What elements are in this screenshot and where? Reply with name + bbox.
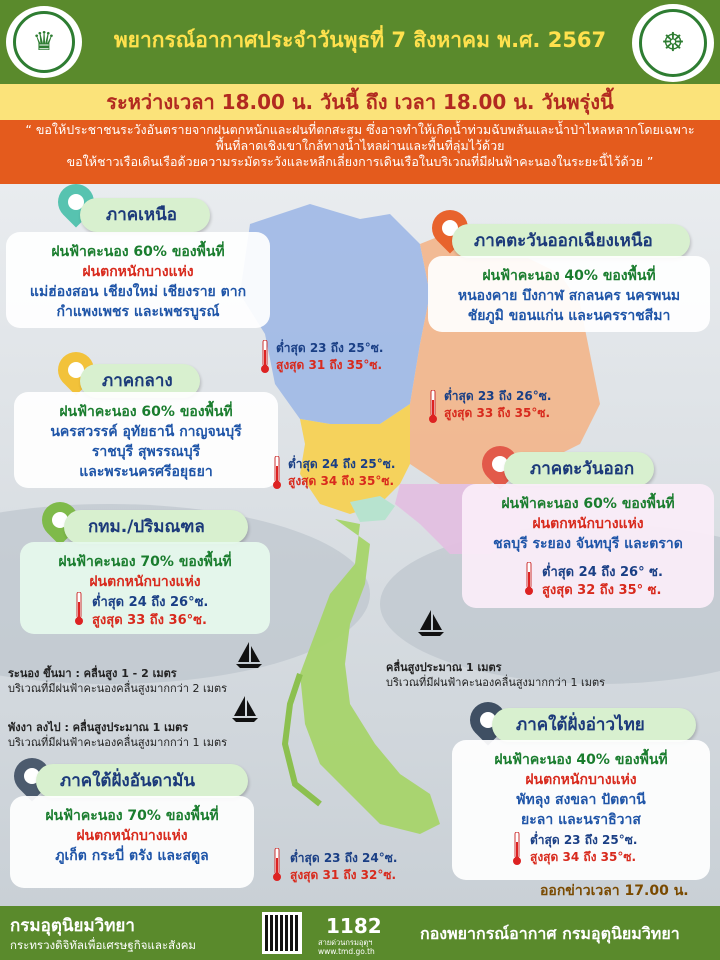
bangkok-tmin: ต่ำสุด 24 ถึง 26°ซ.: [92, 595, 209, 610]
page-title: พยากรณ์อากาศประจำวันพุธที่ 7 สิงหาคม พ.ศ. 2567: [113, 28, 607, 52]
north-rain: ฝนฟ้าคะนอง 60% ของพื้นที่: [51, 244, 225, 260]
south-andaman-label: ภาคใต้ฝั่งอันดามัน: [36, 764, 248, 798]
central-card: [14, 392, 278, 488]
east-temp: [542, 564, 663, 600]
wave-phangnga-title: พังงา ลงไป : คลื่นสูงประมาณ 1 เมตร: [8, 721, 189, 734]
bangkok-heavy: ฝนตกหนักบางแห่ง: [89, 574, 201, 590]
footer-dept: กองพยากรณ์อากาศ กรมอุตุนิยมวิทยา: [420, 924, 680, 943]
central-tmin: ต่ำสุด 24 ถึง 25°ซ.: [288, 457, 396, 471]
northeast-tmax: สูงสุด 33 ถึง 35°ซ.: [444, 406, 551, 420]
thermometer-icon: [524, 562, 534, 596]
wave-ranong-note: บริเวณที่มีฝนฟ้าคะนองคลื่นสูงมากกว่า 2 เมตร: [8, 682, 228, 695]
boat-icon: [228, 694, 262, 724]
north-label: ภาคเหนือ: [80, 198, 210, 232]
east-label: ภาคตะวันออก: [504, 452, 654, 486]
south-gulf-label: ภาคใต้ฝั่งอ่าวไทย: [492, 708, 696, 742]
tmd-logo: [632, 4, 714, 82]
east-tmax: สูงสุด 32 ถึง 35° ซ.: [542, 583, 662, 598]
garuda-emblem-icon: ♛: [13, 11, 75, 73]
east-rain: ฝนฟ้าคะนอง 60% ของพื้นที่: [501, 496, 675, 512]
central-rain: ฝนฟ้าคะนอง 60% ของพื้นที่: [59, 404, 233, 420]
ministry-logo: [6, 6, 82, 78]
east-tmin: ต่ำสุด 24 ถึง 26° ซ.: [542, 565, 663, 580]
northeast-areas-2: ชัยภูมิ ขอนแก่น และนครราชสีมา: [467, 308, 671, 324]
thermometer-icon: [428, 390, 438, 424]
northeast-areas-1: หนองคาย บึงกาฬ สกลนคร นครพนม: [457, 288, 681, 304]
northeast-label: ภาคตะวันออกเฉียงเหนือ: [452, 224, 690, 258]
north-areas-2: กำแพงเพชร และเพชรบูรณ์: [56, 304, 220, 320]
wave-phangnga: [8, 720, 227, 750]
wave-phangnga-note: บริเวณที่มีฝนฟ้าคะนองคลื่นสูงมากกว่า 1 เมตร: [8, 736, 228, 749]
boat-icon: [232, 640, 266, 670]
hotline-number: 1182: [326, 914, 382, 938]
northeast-card: [428, 256, 710, 332]
map-area: [0, 184, 720, 906]
central-tmax: สูงสุด 34 ถึง 35°ซ.: [288, 474, 395, 488]
east-areas-1: ชลบุรี ระยอง จันทบุรี และตราด: [493, 536, 683, 552]
south-gulf-areas-2: ยะลา และนราธิวาส: [521, 812, 641, 828]
issue-time: ออกข่าวเวลา 17.00 น.: [540, 883, 689, 899]
warning-line-1: “ ขอให้ประชาชนระวังอันตรายจากฝนตกหนักและฝนที่ตกสะสม ซึ่งอาจทำให้เกิดน้ำท่วมฉับพลันและน้ำป่าไหลหลากโดยเฉพาะ: [25, 122, 695, 137]
south-gulf-tmin: ต่ำสุด 23 ถึง 25°ซ.: [530, 833, 638, 847]
wave-gulf-title: คลื่นสูงประมาณ 1 เมตร: [386, 661, 502, 674]
footer-ministry: กระทรวงดิจิทัลเพื่อเศรษฐกิจและสังคม: [10, 938, 196, 952]
wave-gulf: [386, 660, 605, 690]
warning-line-3: ขอให้ชาวเรือเดินเรือด้วยความระมัดระวังและหลีกเลี่ยงการเดินเรือในบริเวณที่มีฝนฟ้าคะนองในระยะนี้ไว้ด้วย ”: [66, 154, 654, 169]
south-andaman-card: [10, 796, 254, 888]
south-gulf-tmax: สูงสุด 34 ถึง 35°ซ.: [530, 850, 637, 864]
boat-icon: [414, 608, 448, 638]
south-andaman-temp: [290, 850, 397, 884]
central-areas-1: นครสวรรค์ อุทัยธานี กาญจนบุรี: [50, 424, 242, 440]
bangkok-temp: [92, 594, 208, 630]
north-areas-1: แม่ฮ่องสอน เชียงใหม่ เชียงราย ตาก: [29, 284, 247, 300]
south-andaman-rain: ฝนฟ้าคะนอง 70% ของพื้นที่: [45, 808, 219, 824]
central-temp: [288, 456, 395, 490]
north-temp: [276, 340, 383, 374]
south-gulf-heavy: ฝนตกหนักบางแห่ง: [525, 772, 637, 788]
north-tmin: ต่ำสุด 23 ถึง 25°ซ.: [276, 341, 384, 355]
wave-ranong-title: ระนอง ขึ้นมา : คลื่นสูง 1 - 2 เมตร: [8, 667, 177, 680]
footer-org: กรมอุตุนิยมวิทยา: [10, 916, 135, 936]
east-heavy: ฝนตกหนักบางแห่ง: [532, 516, 644, 532]
wave-ranong: [8, 666, 227, 696]
north-heavy: ฝนตกหนักบางแห่ง: [82, 264, 194, 280]
bangkok-tmax: สูงสุด 33 ถึง 36°ซ.: [92, 613, 207, 628]
thermometer-icon: [260, 340, 270, 374]
north-tmax: สูงสุด 31 ถึง 35°ซ.: [276, 358, 383, 372]
footer: [0, 906, 720, 960]
central-areas-2: ราชบุรี สุพรรณบุรี: [91, 444, 201, 460]
wave-gulf-note: บริเวณที่มีฝนฟ้าคะนองคลื่นสูงมากกว่า 1 เมตร: [386, 676, 606, 689]
bangkok-label: กทม./ปริมณฑล: [64, 510, 248, 544]
forecast-period: ระหว่างเวลา 18.00 น. วันนี้ ถึง เวลา 18.00 น. วันพรุ่งนี้: [0, 84, 720, 120]
hotline-label: สายด่วนกรมอุตุฯ: [318, 938, 373, 947]
thermometer-icon: [272, 848, 282, 882]
south-gulf-areas-1: พัทลุง สงขลา ปัตตานี: [516, 792, 646, 808]
thermometer-icon: [74, 592, 84, 626]
warning-line-2: พื้นที่ลาดเชิงเขาใกล้ทางน้ำไหลผ่านและพื้นที่ลุ่มไว้ด้วย: [215, 138, 505, 153]
warning-banner: [0, 120, 720, 184]
south-andaman-tmax: สูงสุด 31 ถึง 32°ซ.: [290, 868, 397, 882]
central-areas-3: และพระนครศรีอยุธยา: [79, 464, 213, 480]
central-label: ภาคกลาง: [80, 364, 200, 398]
website-link[interactable]: www.tmd.go.th: [318, 947, 375, 956]
south-andaman-areas-1: ภูเก็ต กระบี่ ตรัง และสตูล: [55, 848, 209, 864]
south-andaman-heavy: ฝนตกหนักบางแห่ง: [76, 828, 188, 844]
northeast-tmin: ต่ำสุด 23 ถึง 26°ซ.: [444, 389, 552, 403]
bangkok-rain: ฝนฟ้าคะนอง 70% ของพื้นที่: [58, 554, 232, 570]
thermometer-icon: [512, 832, 522, 866]
south-andaman-tmin: ต่ำสุด 23 ถึง 24°ซ.: [290, 851, 398, 865]
qr-code-icon[interactable]: [262, 912, 302, 954]
south-gulf-temp: [530, 832, 637, 866]
north-card: [6, 232, 270, 328]
south-gulf-rain: ฝนฟ้าคะนอง 40% ของพื้นที่: [494, 752, 668, 768]
northeast-temp: [444, 388, 551, 422]
tmd-emblem-icon: ☸: [639, 9, 707, 77]
northeast-rain: ฝนฟ้าคะนอง 40% ของพื้นที่: [482, 268, 656, 284]
hotline-info: [318, 938, 375, 956]
thermometer-icon: [272, 456, 282, 490]
